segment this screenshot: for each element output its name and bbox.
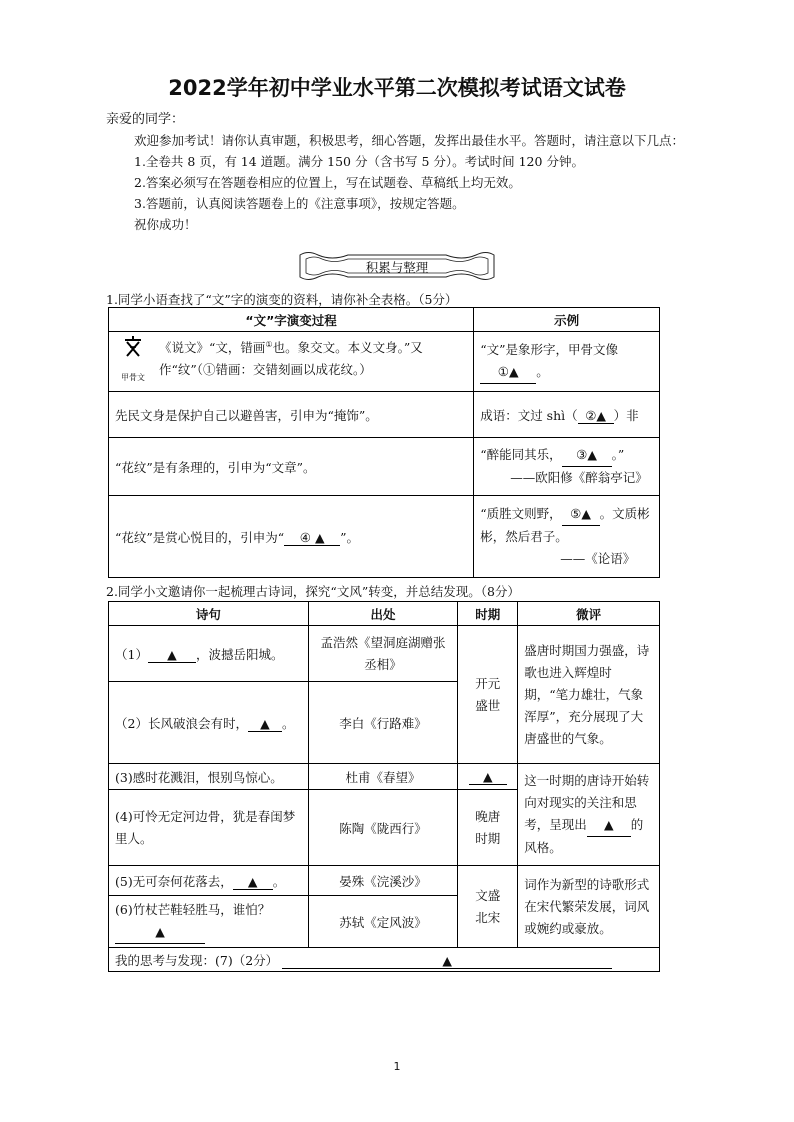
table-row: （1） ▲ ，波撼岳阳城。 孟浩然《望洞庭湖赠张丞相》 开元盛世 盛唐时期国力强盛，诗歌也进入辉煌时期，“笔力雄壮，气象浑厚”，充分展现了大唐盛世的气象。 [109, 626, 660, 682]
period-cell: 晚唐时期 [458, 790, 518, 866]
table-header: 时期 [458, 602, 518, 626]
question-1-prompt: 1.同学小语查找了“文”字的演变的资料，请你补全表格。（5分） [106, 292, 458, 307]
answer-blank[interactable]: ▲ [148, 647, 196, 663]
answer-blank-1[interactable]: ①▲ [480, 361, 536, 384]
table-row: (5)无可奈何花落去， ▲ 。 晏殊《浣溪沙》 文盛北宋 词作为新型的诗歌形式在宋代繁荣发展，词风或婉约或豪放。 [109, 866, 660, 896]
question-2-table [108, 601, 660, 972]
table-header: “文”字演变过程 [109, 308, 474, 332]
good-luck: 祝你成功！ [134, 217, 197, 232]
page-number: 1 [393, 1060, 401, 1073]
instruction-item: 2.答案必须写在答题卷相应的位置上，写在试题卷、草稿纸上均无效。 [134, 175, 521, 190]
table-header: 出处 [308, 602, 458, 626]
wen-glyph-icon [119, 334, 147, 360]
table-row: 我的思考与发现：(7)（2分） ▲ [109, 948, 660, 972]
instruction-item: 3.答题前，认真阅读答题卷上的《注意事项》，按规定答题。 [134, 196, 465, 211]
period-cell: 文盛北宋 [458, 866, 518, 948]
comment-cell: 这一时期的唐诗开始转向对现实的关注和思考，呈现出 ▲ 的风格。 [518, 764, 660, 866]
comment-cell: 词作为新型的诗歌形式在宋代繁荣发展，词风或婉约或豪放。 [518, 866, 660, 948]
answer-blank[interactable]: ▲ [469, 769, 507, 785]
source-citation: ——《论语》 [560, 551, 636, 566]
answer-blank[interactable]: ▲ [248, 716, 282, 732]
answer-blank-4[interactable]: ④ ▲ [284, 530, 340, 546]
table-row: （2）长风破浪会有时， ▲ 。 李白《行路难》 [109, 682, 660, 764]
table-row: “花纹”是有条理的，引申为“文章”。 “醉能同其乐， ③▲ 。” ——欧阳修《醉翁亭记》 [109, 438, 660, 496]
question-2-prompt: 2.同学小文邀请你一起梳理古诗词，探究“文风”转变，并总结发现。（8分） [106, 584, 520, 599]
comment-cell: 盛唐时期国力强盛，诗歌也进入辉煌时期，“笔力雄壮，气象浑厚”，充分展现了大唐盛世的气象。 [518, 626, 660, 764]
table-row: “花纹”是赏心悦目的，引申为“ ④ ▲ ”。 “质胜文则野， ⑤▲ 。文质彬彬，然后君子。 ——《论语》 [109, 496, 660, 578]
answer-blank[interactable]: ▲ [115, 921, 205, 944]
answer-blank-3[interactable]: ③▲ [562, 444, 612, 467]
answer-blank-2[interactable]: ②▲ [578, 408, 614, 424]
greeting: 亲爱的同学： [106, 112, 185, 127]
table-header: 示例 [474, 308, 660, 332]
table-header: 诗句 [109, 602, 309, 626]
source-citation: ——欧阳修《醉翁亭记》 [510, 470, 648, 485]
instruction-item: 1.全卷共 8 页，有 14 道题。满分 150 分（含书写 5 分）。考试时间 120 分钟。 [134, 154, 584, 169]
exam-title: 2022学年初中学业水平第二次模拟考试语文试卷 [168, 76, 626, 100]
oracle-bone-wen-icon [115, 334, 151, 389]
answer-blank[interactable]: ▲ [587, 814, 631, 837]
instructions-intro: 欢迎参加考试！请你认真审题，积极思考，细心答题，发挥出最佳水平。答题时，请注意以下几点： [134, 133, 685, 148]
answer-blank-reflection[interactable]: ▲ [282, 953, 612, 969]
glyph-caption: 甲骨文 [121, 373, 145, 382]
table-row: (4)可怜无定河边骨，犹是春闺梦里人。 陈陶《陇西行》 晚唐时期 [109, 790, 660, 866]
period-cell: 开元盛世 [458, 626, 518, 764]
table-header: 微评 [518, 602, 660, 626]
table-row: (6)竹杖芒鞋轻胜马，谁怕？ ▲ 苏轼《定风波》 [109, 896, 660, 948]
section-banner [292, 249, 502, 283]
table-row: 先民文身是保护自己以避兽害，引申为“掩饰”。 成语：文过 shì（ ②▲ ）非 [109, 392, 660, 438]
question-1-table [108, 307, 660, 578]
instructions [106, 130, 686, 235]
section-title: 积累与整理 [365, 260, 429, 275]
answer-blank[interactable]: ▲ [233, 874, 273, 890]
table-row: (3)感时花溅泪，恨别鸟惊心。 杜甫《春望》 ▲ 这一时期的唐诗开始转向对现实的关注和思考，呈现出 ▲ 的风格。 [109, 764, 660, 790]
table-row: 甲骨文 《说文》“文，错画①也。象交文。本义文身。”又作“纹”（①错画：交错刻画以成花纹。） “文”是象形字，甲骨文像 ①▲ 。 [109, 332, 660, 392]
answer-blank-5[interactable]: ⑤▲ [562, 503, 600, 526]
